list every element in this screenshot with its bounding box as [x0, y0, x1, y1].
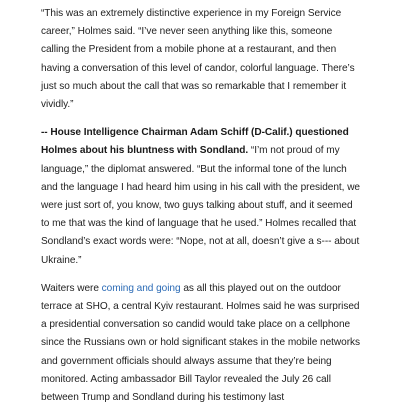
paragraph-text-end: as all this played out on the outdoor terrace at SHO, a central Kyiv restaurant. Holmes said he was surprised a presidential conversation so candid would take place on a cellphone since the Russians own or hold significant stakes in the mobile networks and government officials should always assume that they’re being monitored. Acting ambassador Bill Taylor revealed the July 26 call between Trump and Sondland during his testimony last	[41, 282, 361, 404]
article-body	[41, 5, 363, 417]
inline-link-coming-and-going[interactable]: coming and going	[101, 282, 181, 294]
paragraph-text: “This was an extremely distinctive experience in my Foreign Service career,” Holmes said. “I’ve never seen anything like this, someone calling the President from a mobile phone at a restaurant, and then having a conversation of this level of candor, colorful language. There’s just so much about the call that was so remarkable that I remember it vividly.”	[41, 8, 355, 111]
paragraph-text: “I’m not proud of my language,” the diplomat answered. “But the informal tone of the lunch and the language I had heard him using in his call with the president, we were just sort of, you know, two guys talking about stuff, and it seemed to me that was the kind of language that he used.” Holmes recalled that Sondland’s exact words were: “Nope, not at all, doesn’t give a s--- about Ukraine.”	[41, 145, 360, 266]
paragraph-holmes-quote	[41, 5, 363, 114]
paragraph-lead: -- House Intelligence Chairman Adam Schiff (D-Calif.) questioned Holmes about his bluntness with Sondland.	[41, 127, 349, 157]
paragraph-restaurant	[41, 280, 363, 407]
paragraph-schiff-question	[41, 124, 363, 270]
paragraph-text-start: Waiters were	[41, 282, 102, 294]
